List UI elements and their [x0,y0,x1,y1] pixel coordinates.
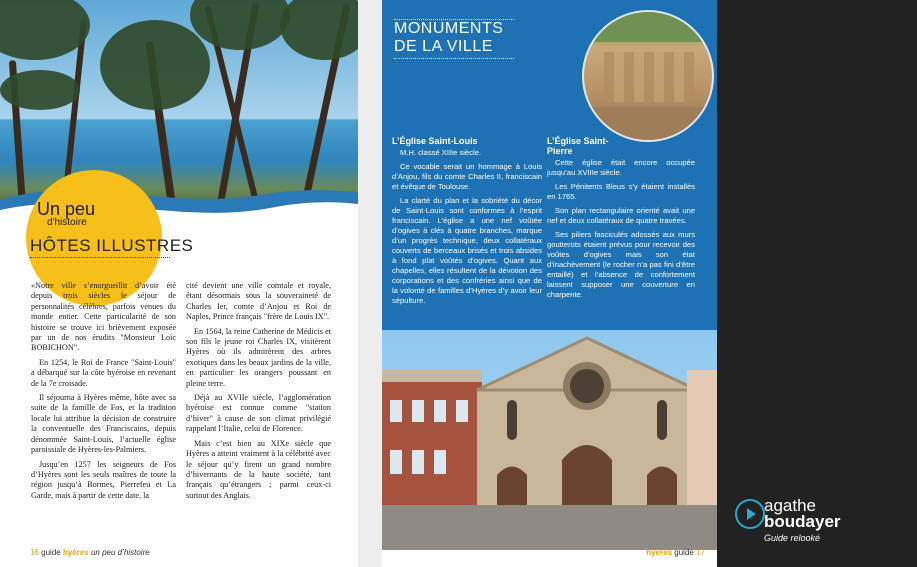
title-divider [30,257,170,258]
paragraph: En 1254, le Roi de France "Saint-Louis" a débarqué sur la côte hyéroise en revenant de la 7e croisade. [31,357,176,388]
logo-line-1: agathe [764,496,816,515]
dark-background [717,0,917,567]
paragraph: M.H. classé XIIIe siècle. [400,148,482,157]
heading-line-2: Pierre [547,146,573,156]
left-page [0,0,358,567]
play-icon [735,499,765,529]
plaza-ground [382,505,717,550]
article-column-1 [31,281,176,505]
right-footer [646,548,705,557]
footer-guide: guide [674,548,694,557]
logo-line-3: Guide relooké [764,533,821,543]
st-louis-text [392,148,542,310]
st-pierre-text [547,158,695,304]
paragraph: Ce vocable serait un hommage à Louis d’Anjou, fils du comte Charles II, franciscain et évêque de Toulouse. [392,162,542,191]
paragraph: «Notre ville s’enorgueillit d’avoir été depuis trois siècles le séjour de personnalités célèbres, parfois venues du monde entier. Cette particularité de son histoire se trouve ici brièvement exposée par un de nos érudits "Monsieur Loïc BOBICHON". [31,281,176,353]
monuments-title [394,20,503,56]
st-louis-heading: L’Église Saint-Louis [392,136,478,146]
heading-line-1: L’Église Saint- [547,136,609,146]
right-page [382,0,717,567]
left-footer [30,548,150,557]
agathe-boudayer-logo [764,498,841,546]
kicker-histoire: d'histoire [47,217,87,228]
paragraph: cité devient une ville comtale et royale, étant désormais sous la souveraineté de Charles Ier, comte d’Anjou et Roi de Naples, Prince français "frère de Louis IX". [186,281,331,322]
footer-brand: hyères [646,548,673,557]
paragraph: La clarté du plan et la sobriété du décor de Saint-Louis sont conformes à l’esprit franciscain. L’église a une nef voûtée d’ogives à clés à quatre branches, marque d’un progrès technique, deux collatéraux couverts de berceaux brisés et trois absides à fond plat voûtés d’ogives. Quant aux chapelles, elles résultent de la dévotion des corporations et des confréries ainsi que de la volonté de familles d’Hyères d’y avoir leur sépulture. [392,196,542,305]
paragraph: En 1564, la reine Catherine de Médicis et son fils le jeune roi Charles IX, visitèrent Hyères où ils admirèrent des arbres exotiques dans les beaux jardins de la ville, en particulier les orangers poussant en pleine terre. [186,326,331,388]
paragraph: Les Pénitents Bleus s’y étaient installés en 1765. [547,182,695,201]
page-number: 16 [30,548,39,557]
page-gutter [358,0,382,567]
page-number: 17 [696,548,705,557]
st-pierre-heading [547,136,609,156]
paragraph: Mais c’est bien au XIXe siècle que Hyères a atteint vraiment à la célébrité avec le séjour qu’y firent un grand nombre d’hivernants de la haute société, tant français qu’étrangers ; parmi ceux-ci surtout des Anglais. [186,438,331,500]
church-photo [382,330,717,550]
paragraph: Déjà au XVIIe siècle, l’agglomération hyéroise est connue comme "station d’hiver" à cause de son climat privilégié rappelant l’Italie, celui de Florence. [186,393,331,434]
title-rule-bottom [394,58,514,59]
footer-section: un peu d’histoire [90,548,150,557]
section-kicker [37,199,96,228]
paragraph: Jusqu’en 1257 les seigneurs de Fos d’Hyères sont les seuls maîtres de toute la région jusqu’à Bormes, Pierrefeu et La Garde, mais à partir de cette date, la [31,459,176,500]
footer-guide: guide [41,548,61,557]
article-column-2 [186,281,331,505]
paragraph: Il séjourna à Hyères même, hôte avec sa suite de la famille de Fos, et la tradition locale lui attribue la décision de construire la conventuelle des Franciscains, depuis dénommée Saint-Louis, l’actuelle église paroissiale de Hyères-les-Palmiers. [31,393,176,455]
paragraph: Son plan rectangulaire orienté avait une nef et deux collatéraux de quatre travées. [547,206,695,225]
kicker-un-peu: Un peu [37,199,96,219]
paragraph: Cette église était encore occupée jusqu’au XVIIIe siècle. [547,158,695,177]
title-line-2: DE LA VILLE [394,38,493,55]
logo-line-2: boudayer [764,512,841,531]
footer-brand: hyères [62,548,89,557]
paragraph: Ses piliers fasciculés adossés aux murs goutterots étaient prévus pour recevoir des voûtes d’ogives mais son état d’inachèvement (le rocher n’a pas fini d’être entaillé) et l’absence de confortement laissent supposer une couverture en charpente. [547,230,695,299]
ruins-circle-photo [582,10,714,142]
title-line-1: MONUMENTS [394,20,504,37]
section-title: HÔTES ILLUSTRES [30,236,194,255]
